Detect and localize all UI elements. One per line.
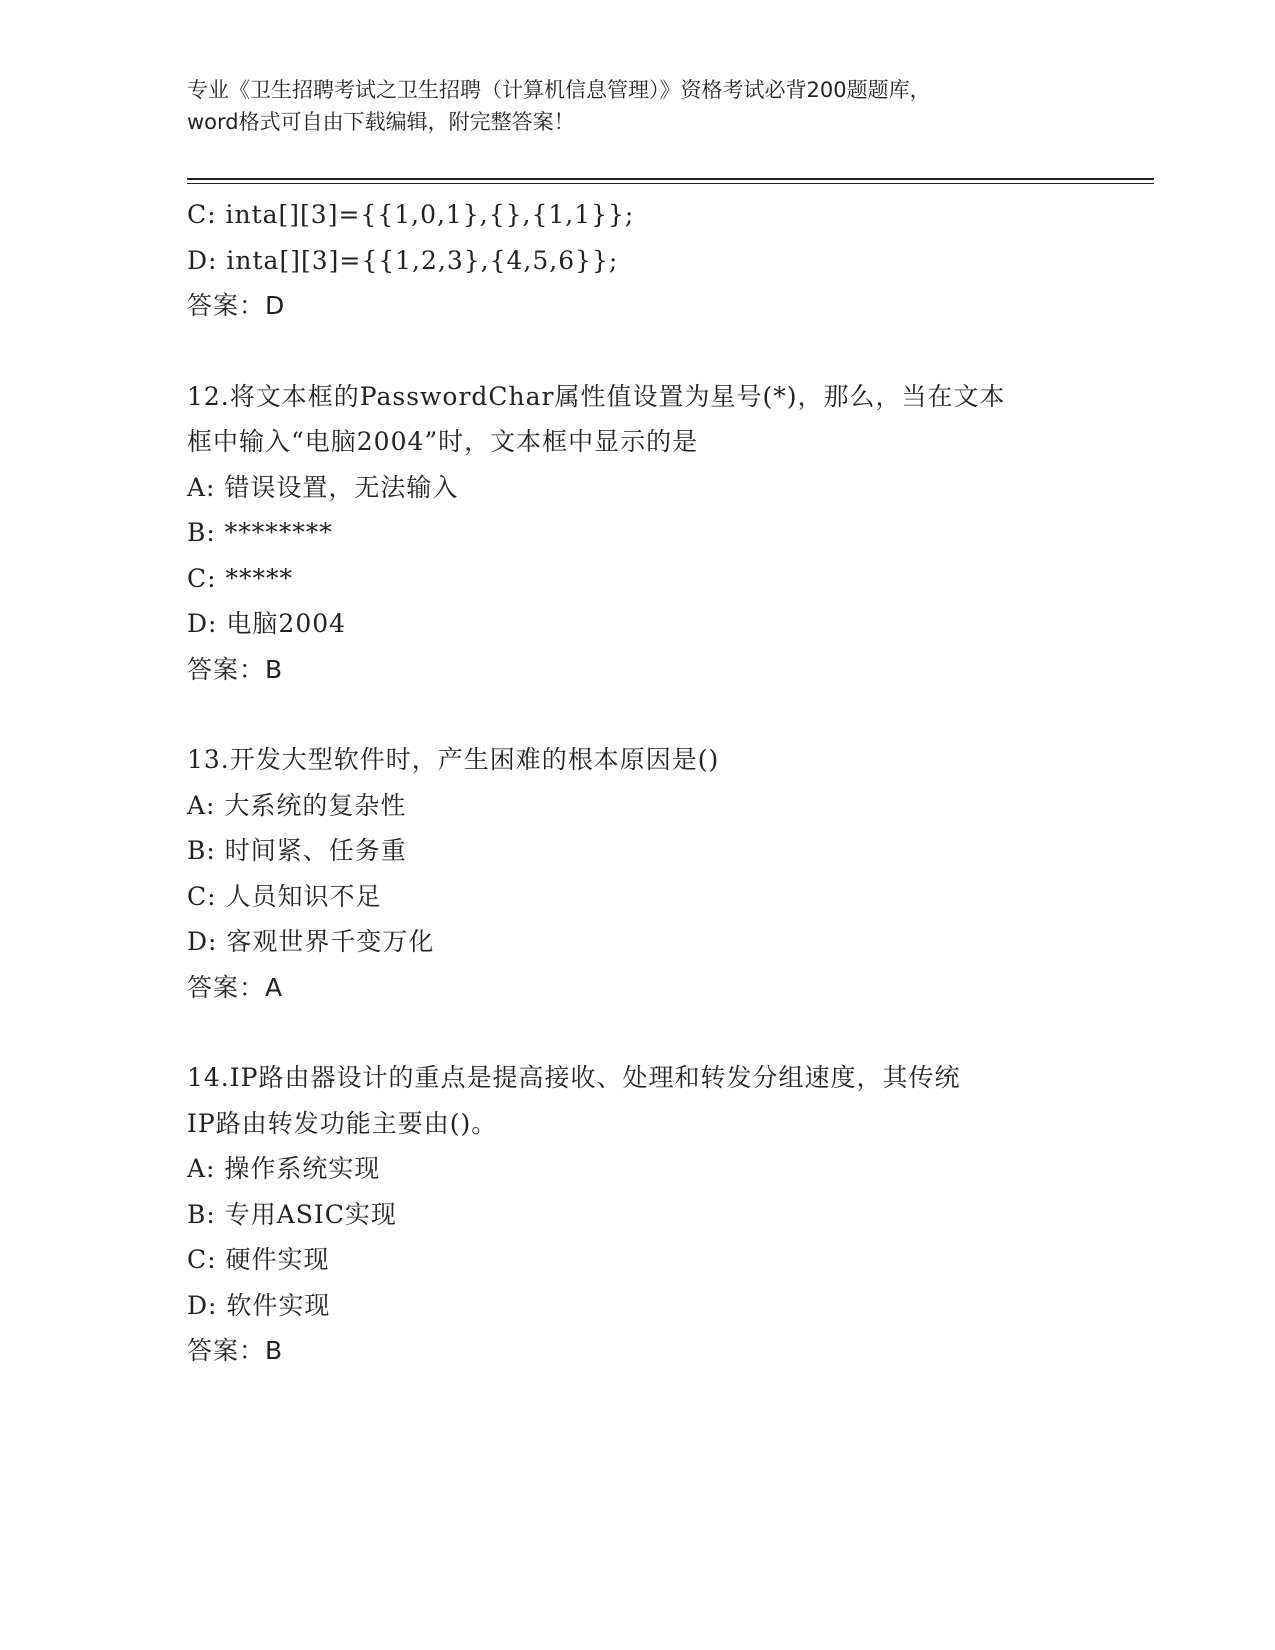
option-a: A: 错误设置，无法输入 (187, 472, 459, 502)
question-stem: IP路由转发功能主要由()。 (187, 1108, 498, 1138)
header-line-2: word格式可自由下载编辑，附完整答案！ (187, 110, 575, 134)
option-c: C: 硬件实现 (187, 1245, 330, 1274)
spacer (187, 1010, 1087, 1055)
question-13 (187, 737, 1087, 1010)
question-14 (187, 1055, 1087, 1374)
option-a: A: 操作系统实现 (187, 1154, 381, 1183)
header-line-1: 专业《卫生招聘考试之卫生招聘（计算机信息管理）》资格考试必背200题题库， (187, 78, 931, 102)
option-a: A: 大系统的复杂性 (187, 790, 407, 820)
option-b: B: 时间紧、任务重 (187, 836, 407, 865)
spacer (187, 329, 1087, 374)
spacer (187, 692, 1087, 737)
question-stem: 14.IP路由器设计的重点是提高接收、处理和转发分组速度，其传统 (187, 1063, 961, 1092)
page-header (187, 74, 1087, 138)
option-d: D: inta[][3]={{1,2,3},{4,5,6}}; (187, 245, 619, 275)
continued-question (187, 192, 1087, 329)
question-stem: 12.将文本框的PasswordChar属性值设置为星号(*)，那么，当在文本 (187, 381, 1006, 411)
answer-line: 答案：A (187, 972, 284, 1002)
answer-line: 答案：B (187, 654, 284, 684)
option-c: C: inta[][3]={{1,0,1},{},{1,1}}; (187, 200, 635, 229)
option-c: C: 人员知识不足 (187, 881, 382, 911)
question-stem: 13.开发大型软件时，产生困难的根本原因是() (187, 745, 720, 774)
question-stem: 框中输入“电脑2004”时，文本框中显示的是 (187, 427, 699, 456)
option-b: B: 专用ASIC实现 (187, 1199, 397, 1229)
answer-line: 答案：B (187, 1336, 284, 1365)
option-c: C: ***** (187, 563, 293, 593)
header-divider-thick (187, 178, 1154, 180)
answer-line: 答案：D (187, 291, 286, 320)
document-body (187, 192, 1087, 1374)
option-d: D: 客观世界千变万化 (187, 927, 435, 956)
header-divider-thin (187, 183, 1154, 184)
option-b: B: ******** (187, 518, 333, 547)
option-d: D: 电脑2004 (187, 609, 347, 638)
option-d: D: 软件实现 (187, 1290, 331, 1320)
question-12 (187, 374, 1087, 693)
